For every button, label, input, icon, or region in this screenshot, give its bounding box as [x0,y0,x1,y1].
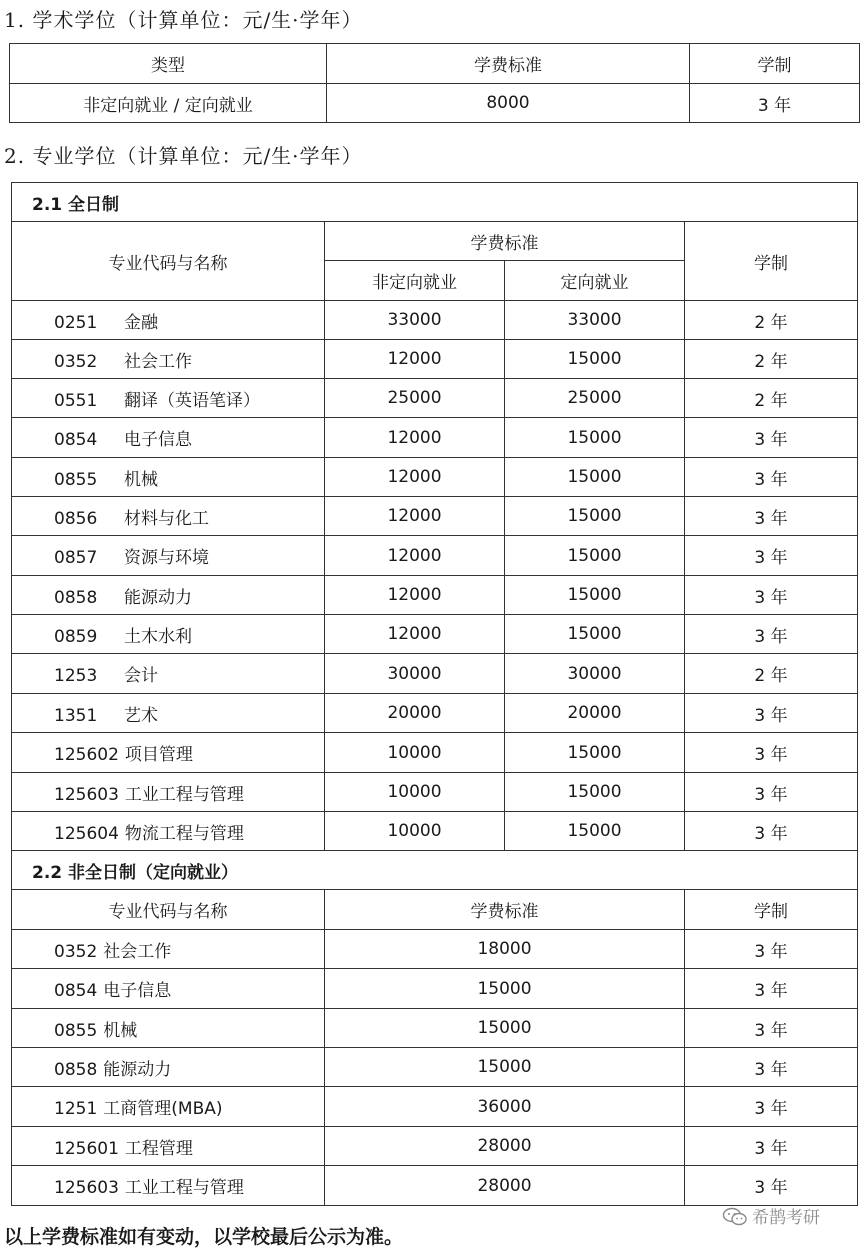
program-cell [12,654,325,694]
program-name: 电子信息 [124,430,192,450]
program-code: 125603 [54,784,119,805]
program-name: 电子信息 [103,981,172,1001]
table-row [12,733,858,773]
fulltime-col-name-header: 专业代码与名称 [12,222,325,301]
fee-directed-cell: 20000 [505,694,685,733]
fee-nondirected-cell: 10000 [325,812,505,851]
fee-cell: 15000 [325,969,685,1009]
fee-directed-cell: 25000 [505,379,685,418]
fee-directed-cell: 15000 [505,536,685,576]
program-cell [12,576,325,615]
program-cell [12,497,325,536]
table-row [12,340,858,379]
program-name: 物流工程与管理 [124,823,244,844]
fee-nondirected-cell: 12000 [325,418,505,458]
fee-nondirected-cell: 20000 [325,694,505,733]
duration-cell: 3 年 [685,615,858,654]
duration-cell: 3 年 [685,536,858,576]
program-name: 艺术 [124,705,158,726]
row-type: 非定向就业 / 定向就业 [10,84,327,123]
duration-cell: 3 年 [685,812,858,851]
fee-directed-cell: 15000 [505,418,685,458]
table-row [12,418,858,458]
duration-cell: 3 年 [685,1009,858,1048]
table-row [12,694,858,733]
program-cell [12,733,325,773]
table-row [12,930,858,969]
duration-cell: 2 年 [685,340,858,379]
row-duration: 3 年 [690,84,860,123]
fee-cell: 18000 [325,930,685,969]
fee-directed-cell: 15000 [505,615,685,654]
program-cell [12,930,325,969]
table-row [12,1009,858,1048]
program-code: 0859 [54,626,98,647]
row-fee: 8000 [327,84,690,123]
program-cell [12,969,325,1009]
table-row [12,654,858,694]
program-code: 0352 [54,941,98,962]
fee-nondirected-cell: 33000 [325,301,505,340]
duration-cell: 3 年 [685,733,858,773]
fee-cell: 15000 [325,1009,685,1048]
program-name: 能源动力 [124,587,192,608]
duration-cell: 3 年 [685,1127,858,1166]
program-name: 工业工程与管理 [124,784,244,805]
program-cell [12,694,325,733]
duration-cell: 3 年 [685,969,858,1009]
table-row [12,1127,858,1166]
program-name: 工商管理(MBA) [103,1099,223,1119]
duration-cell: 3 年 [685,930,858,969]
fulltime-col-duration-header: 学制 [685,222,858,301]
fulltime-col-directed-header: 定向就业 [505,261,685,301]
fee-cell: 36000 [325,1087,685,1127]
program-cell [12,1048,325,1087]
table-row [12,615,858,654]
footer-note: 以上学费标准如有变动，以学校最后公示为准。 [4,1226,404,1248]
table-row [12,1048,858,1087]
parttime-col-name-header: 专业代码与名称 [12,890,325,930]
fee-directed-cell: 15000 [505,497,685,536]
fee-nondirected-cell: 12000 [325,458,505,497]
program-code: 0551 [54,390,98,411]
program-code: 0855 [54,469,98,490]
parttime-section-title: 2.2 非全日制（定向就业） [12,851,858,890]
program-code: 0857 [54,548,98,568]
duration-cell: 2 年 [685,379,858,418]
program-name: 材料与化工 [124,508,209,529]
table-row [12,497,858,536]
program-cell [12,301,325,340]
fee-nondirected-cell: 10000 [325,733,505,773]
program-cell [12,1127,325,1166]
table-row [12,773,858,812]
program-name: 翻译（英语笔译） [124,390,260,411]
duration-cell: 2 年 [685,654,858,694]
fee-directed-cell: 15000 [505,340,685,379]
fee-cell: 15000 [325,1048,685,1087]
fee-nondirected-cell: 30000 [325,654,505,694]
fee-directed-cell: 15000 [505,458,685,497]
program-cell [12,615,325,654]
fee-nondirected-cell: 12000 [325,340,505,379]
fee-directed-cell: 15000 [505,812,685,851]
program-cell [12,812,325,851]
program-code: 0251 [54,312,98,333]
program-code: 0352 [54,351,98,372]
duration-cell: 3 年 [685,1087,858,1127]
watermark [722,1203,820,1228]
table-row [12,969,858,1009]
table-row [12,301,858,340]
fee-nondirected-cell: 25000 [325,379,505,418]
fee-cell: 28000 [325,1166,685,1206]
program-cell [12,773,325,812]
program-cell [12,379,325,418]
watermark-text: 希鹊考研 [752,1208,820,1228]
program-code: 0858 [54,587,98,608]
col-fee-header: 学费标准 [327,44,690,84]
fee-nondirected-cell: 12000 [325,576,505,615]
program-code: 0856 [54,508,98,529]
program-name: 社会工作 [124,351,192,372]
program-name: 土木水利 [124,626,192,647]
fee-directed-cell: 30000 [505,654,685,694]
fee-nondirected-cell: 10000 [325,773,505,812]
duration-cell: 3 年 [685,1048,858,1087]
section1-heading: 1. 学术学位（计算单位：元/生·学年） [4,8,363,32]
duration-cell: 3 年 [685,576,858,615]
duration-cell: 2 年 [685,301,858,340]
fee-nondirected-cell: 12000 [325,497,505,536]
program-name: 资源与环境 [124,548,209,568]
fulltime-col-fee-header: 学费标准 [325,222,685,261]
table-row [12,536,858,576]
fulltime-section-title: 2.1 全日制 [12,183,858,222]
fee-directed-cell: 15000 [505,773,685,812]
program-name: 工业工程与管理 [124,1178,244,1198]
duration-cell: 3 年 [685,458,858,497]
program-cell [12,458,325,497]
program-name: 机械 [124,469,158,490]
program-name: 项目管理 [124,745,193,765]
program-name: 能源动力 [103,1059,172,1080]
program-code: 125604 [54,823,119,844]
duration-cell: 3 年 [685,694,858,733]
program-code: 0858 [54,1059,98,1080]
fee-cell: 28000 [325,1127,685,1166]
program-code: 0855 [54,1020,98,1041]
parttime-col-duration-header: 学制 [685,890,858,930]
table-row [12,1087,858,1127]
program-name: 会计 [124,666,158,686]
program-code: 125602 [54,745,119,765]
program-name: 工程管理 [124,1138,193,1159]
table-row [12,576,858,615]
fee-directed-cell: 33000 [505,301,685,340]
fee-directed-cell: 15000 [505,733,685,773]
program-cell [12,418,325,458]
program-cell [12,1087,325,1127]
parttime-col-fee-header: 学费标准 [325,890,685,930]
duration-cell: 3 年 [685,773,858,812]
program-code: 1251 [54,1099,98,1119]
section2-heading: 2. 专业学位（计算单位：元/生·学年） [4,144,363,168]
fee-nondirected-cell: 12000 [325,615,505,654]
program-name: 机械 [103,1020,138,1041]
table-row [12,1166,858,1206]
program-code: 125603 [54,1178,119,1198]
professional-degree-table [11,182,858,1206]
program-code: 1253 [54,666,98,686]
program-cell [12,340,325,379]
program-code: 125601 [54,1138,119,1159]
fee-directed-cell: 15000 [505,576,685,615]
col-type-header: 类型 [10,44,327,84]
program-name: 社会工作 [103,941,172,962]
fee-nondirected-cell: 12000 [325,536,505,576]
academic-degree-table [9,43,860,123]
program-code: 0854 [54,430,98,450]
duration-cell: 3 年 [685,1166,858,1206]
wechat-icon [722,1207,748,1227]
table-row [12,812,858,851]
duration-cell: 3 年 [685,418,858,458]
table-row [12,379,858,418]
program-code: 1351 [54,705,98,726]
program-cell [12,536,325,576]
duration-cell: 3 年 [685,497,858,536]
program-cell [12,1166,325,1206]
col-duration-header: 学制 [690,44,860,84]
program-code: 0854 [54,981,98,1001]
program-cell [12,1009,325,1048]
fulltime-col-nondirected-header: 非定向就业 [325,261,505,301]
table-row [12,458,858,497]
program-name: 金融 [124,312,158,333]
